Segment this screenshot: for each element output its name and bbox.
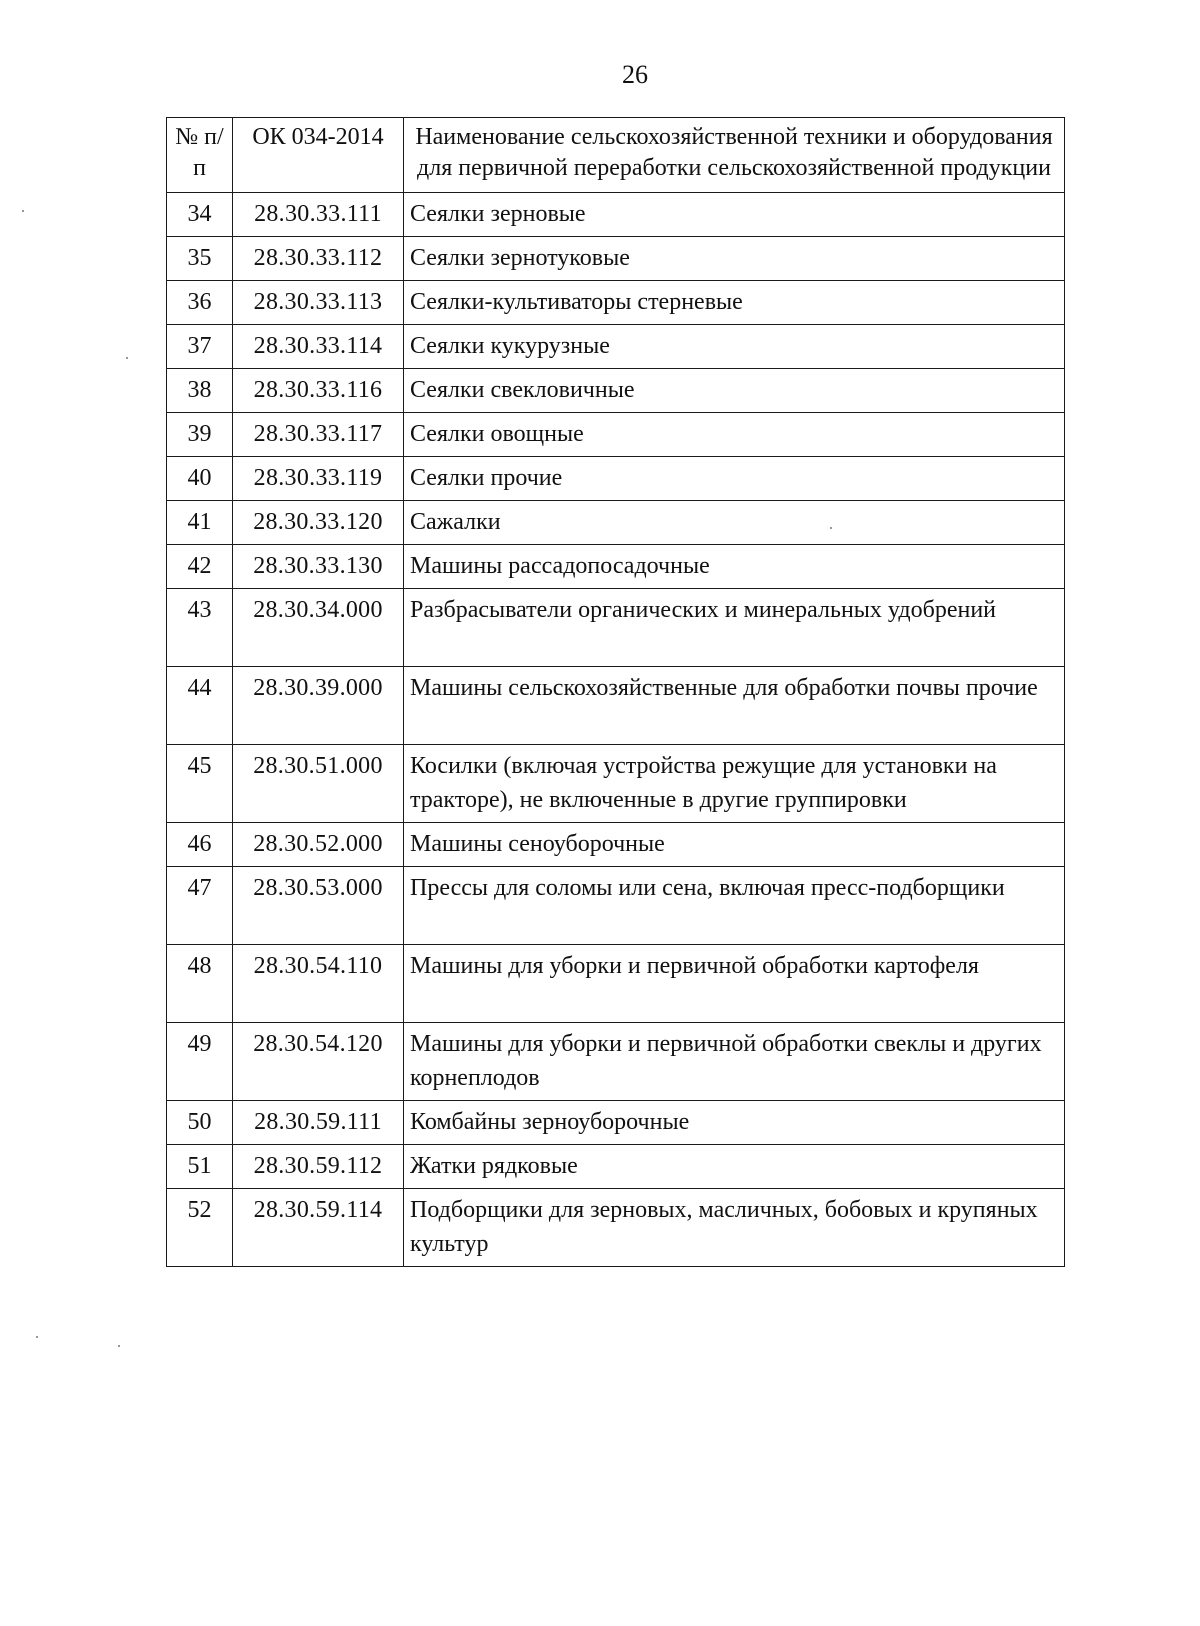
row-number-cell: 38 bbox=[167, 369, 233, 413]
okpd-code-cell: 28.30.52.000 bbox=[233, 823, 404, 867]
table-body bbox=[167, 193, 1065, 1267]
table-row bbox=[167, 369, 1065, 413]
okpd-code-cell: 28.30.33.111 bbox=[233, 193, 404, 237]
table-row bbox=[167, 545, 1065, 589]
table-header-row bbox=[167, 118, 1065, 193]
table-row bbox=[167, 237, 1065, 281]
table-row bbox=[167, 457, 1065, 501]
okpd-code-cell: 28.30.33.114 bbox=[233, 325, 404, 369]
equipment-name-cell: Прессы для соломы или сена, включая пресс-подборщики bbox=[404, 867, 1065, 945]
table-row bbox=[167, 193, 1065, 237]
okpd-code-cell: 28.30.33.112 bbox=[233, 237, 404, 281]
equipment-table bbox=[166, 117, 1065, 1267]
row-number-cell: 36 bbox=[167, 281, 233, 325]
scan-speck bbox=[36, 1336, 38, 1338]
table-row bbox=[167, 867, 1065, 945]
equipment-name-cell: Сеялки овощные bbox=[404, 413, 1065, 457]
okpd-code-cell: 28.30.33.117 bbox=[233, 413, 404, 457]
scan-speck bbox=[830, 527, 832, 529]
equipment-name-cell: Машины рассадопосадочные bbox=[404, 545, 1065, 589]
table-row bbox=[167, 281, 1065, 325]
scan-speck bbox=[118, 1345, 120, 1347]
okpd-code-cell: 28.30.54.110 bbox=[233, 945, 404, 1023]
row-number-cell: 40 bbox=[167, 457, 233, 501]
table-row bbox=[167, 589, 1065, 667]
okpd-code-cell: 28.30.33.130 bbox=[233, 545, 404, 589]
table-row bbox=[167, 1189, 1065, 1267]
okpd-code-cell: 28.30.33.119 bbox=[233, 457, 404, 501]
row-number-cell: 42 bbox=[167, 545, 233, 589]
row-number-cell: 43 bbox=[167, 589, 233, 667]
equipment-name-cell: Сеялки-культиваторы стерневые bbox=[404, 281, 1065, 325]
row-number-cell: 46 bbox=[167, 823, 233, 867]
okpd-code-cell: 28.30.59.111 bbox=[233, 1101, 404, 1145]
equipment-name-cell: Сеялки зернотуковые bbox=[404, 237, 1065, 281]
equipment-name-cell: Косилки (включая устройства режущие для установки на тракторе), не включенные в другие группировки bbox=[404, 745, 1065, 823]
okpd-code-cell: 28.30.34.000 bbox=[233, 589, 404, 667]
row-number-cell: 41 bbox=[167, 501, 233, 545]
equipment-name-cell: Разбрасыватели органических и минеральных удобрений bbox=[404, 589, 1065, 667]
table-row bbox=[167, 1023, 1065, 1101]
header-name: Наименование сельскохозяйственной техники и оборудования для первичной переработки сельскохозяйственной продукции bbox=[404, 118, 1065, 193]
equipment-name-cell: Сажалки bbox=[404, 501, 1065, 545]
equipment-name-cell: Жатки рядковые bbox=[404, 1145, 1065, 1189]
equipment-name-cell: Машины сельскохозяйственные для обработки почвы прочие bbox=[404, 667, 1065, 745]
row-number-cell: 34 bbox=[167, 193, 233, 237]
header-num: № п/п bbox=[167, 118, 233, 193]
table-row bbox=[167, 745, 1065, 823]
equipment-name-cell: Машины для уборки и первичной обработки картофеля bbox=[404, 945, 1065, 1023]
table-row bbox=[167, 1145, 1065, 1189]
equipment-name-cell: Сеялки свекловичные bbox=[404, 369, 1065, 413]
row-number-cell: 39 bbox=[167, 413, 233, 457]
row-number-cell: 37 bbox=[167, 325, 233, 369]
okpd-code-cell: 28.30.53.000 bbox=[233, 867, 404, 945]
table-row bbox=[167, 413, 1065, 457]
equipment-name-cell: Сеялки зерновые bbox=[404, 193, 1065, 237]
table-row bbox=[167, 823, 1065, 867]
table-row bbox=[167, 1101, 1065, 1145]
okpd-code-cell: 28.30.59.112 bbox=[233, 1145, 404, 1189]
equipment-name-cell: Комбайны зерноуборочные bbox=[404, 1101, 1065, 1145]
row-number-cell: 47 bbox=[167, 867, 233, 945]
row-number-cell: 48 bbox=[167, 945, 233, 1023]
scan-speck bbox=[126, 357, 128, 359]
row-number-cell: 35 bbox=[167, 237, 233, 281]
equipment-name-cell: Машины для уборки и первичной обработки свеклы и других корнеплодов bbox=[404, 1023, 1065, 1101]
table-row bbox=[167, 667, 1065, 745]
row-number-cell: 44 bbox=[167, 667, 233, 745]
equipment-name-cell: Сеялки прочие bbox=[404, 457, 1065, 501]
page-number: 26 bbox=[622, 60, 648, 89]
table-row bbox=[167, 945, 1065, 1023]
row-number-cell: 50 bbox=[167, 1101, 233, 1145]
table-row bbox=[167, 501, 1065, 545]
row-number-cell: 49 bbox=[167, 1023, 233, 1101]
header-code: ОК 034-2014 bbox=[233, 118, 404, 193]
table-row bbox=[167, 325, 1065, 369]
okpd-code-cell: 28.30.54.120 bbox=[233, 1023, 404, 1101]
okpd-code-cell: 28.30.33.116 bbox=[233, 369, 404, 413]
equipment-name-cell: Сеялки кукурузные bbox=[404, 325, 1065, 369]
equipment-name-cell: Машины сеноуборочные bbox=[404, 823, 1065, 867]
okpd-code-cell: 28.30.59.114 bbox=[233, 1189, 404, 1267]
okpd-code-cell: 28.30.33.120 bbox=[233, 501, 404, 545]
equipment-name-cell: Подборщики для зерновых, масличных, бобовых и крупяных культур bbox=[404, 1189, 1065, 1267]
okpd-code-cell: 28.30.51.000 bbox=[233, 745, 404, 823]
row-number-cell: 45 bbox=[167, 745, 233, 823]
scan-speck bbox=[22, 210, 24, 212]
row-number-cell: 52 bbox=[167, 1189, 233, 1267]
okpd-code-cell: 28.30.39.000 bbox=[233, 667, 404, 745]
row-number-cell: 51 bbox=[167, 1145, 233, 1189]
okpd-code-cell: 28.30.33.113 bbox=[233, 281, 404, 325]
